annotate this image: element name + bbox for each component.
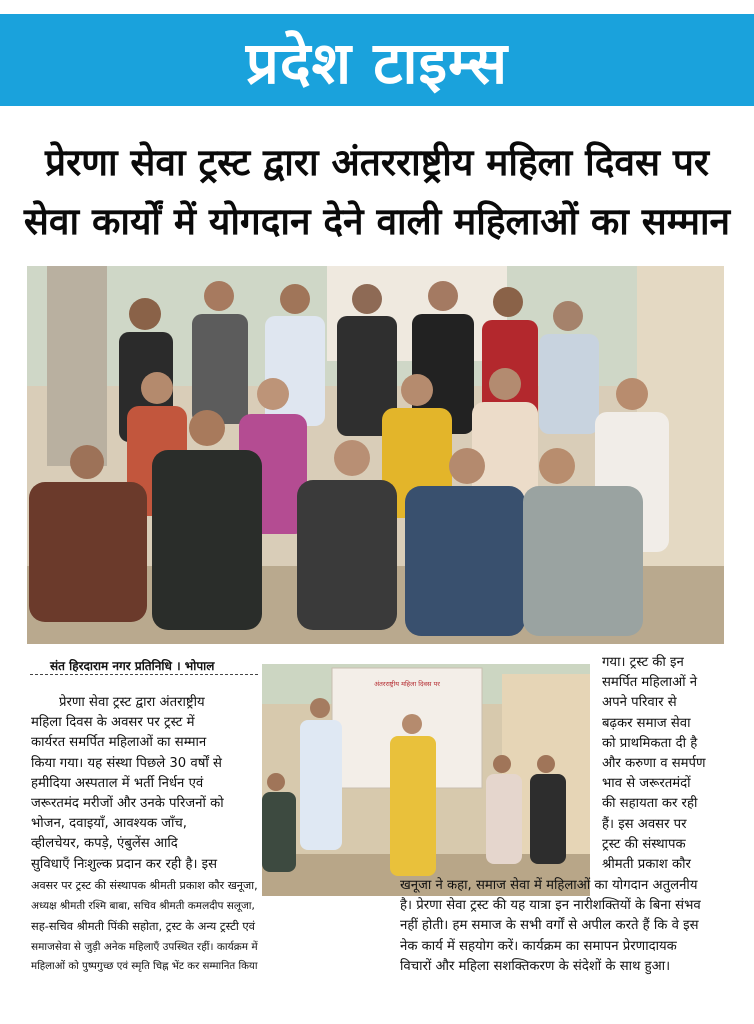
banner-text: अंतरराष्ट्रीय महिला दिवस पर bbox=[374, 680, 440, 688]
headline-line-2: सेवा कार्यों में योगदान देने वाली महिलाओं का सम्मान bbox=[23, 200, 731, 243]
text-line: है। प्रेरणा सेवा ट्रस्ट की यह यात्रा इन नारीशक्तियों के बिना संभव bbox=[400, 898, 701, 914]
text-line: अपने परिवार से bbox=[602, 695, 677, 711]
masthead bbox=[0, 14, 754, 106]
text-line: महिलाओं को पुष्पगुच्छ एवं स्मृति चिह्न भेंट कर सम्मानित किया bbox=[31, 960, 258, 972]
byline-divider bbox=[30, 674, 258, 675]
byline: संत हिरदाराम नगर प्रतिनिधि । भोपाल bbox=[50, 659, 215, 673]
award-photo bbox=[262, 664, 590, 896]
text-line: समर्पित महिलाओं ने bbox=[602, 675, 698, 691]
headline-line-1: प्रेरणा सेवा ट्रस्ट द्वारा अंतरराष्ट्रीय महिला दिवस पर bbox=[45, 141, 709, 184]
text-line: महिला दिवस के अवसर पर ट्रस्ट में bbox=[31, 715, 195, 731]
text-line: किया गया। यह संस्था पिछले 30 वर्षों से bbox=[31, 755, 222, 771]
text-line: ट्रस्ट की संस्थापक bbox=[602, 836, 686, 852]
text-line: खनूजा ने कहा, समाज सेवा में महिलाओं का योगदान अतुलनीय bbox=[400, 878, 698, 893]
article-continuation bbox=[400, 876, 724, 977]
article-column-1 bbox=[31, 693, 259, 875]
text-line: गया। ट्रस्ट की इन bbox=[602, 655, 684, 670]
text-line: नहीं होती। हम समाज के सभी वर्गों से अपील करते हैं कि वे इस bbox=[400, 918, 699, 934]
text-line: समाजसेवा से जुड़ी अनेक महिलाएँ उपस्थित रहीं। कार्यक्रम में bbox=[31, 940, 258, 953]
text-line: श्रीमती प्रकाश कौर bbox=[602, 857, 691, 873]
text-line: व्हीलचेयर, कपड़े, एंबुलेंस आदि bbox=[31, 836, 178, 852]
text-line: सुविधाएँ निःशुल्क प्रदान कर रही है। इस bbox=[31, 856, 218, 872]
text-line: नेक कार्य में सहयोग करें। कार्यक्रम का समापन प्रेरणादायक bbox=[400, 938, 677, 954]
text-line: भाव से जरूरतमंदों bbox=[602, 776, 691, 792]
masthead-title: प्रदेश टाइम्स bbox=[245, 28, 509, 97]
text-line: हमीदिया अस्पताल में भर्ती निर्धन एवं bbox=[31, 775, 204, 791]
article-column-1-wide bbox=[31, 876, 259, 977]
text-line: अवसर पर ट्रस्ट की संस्थापक श्रीमती प्रकाश कौर खनूजा, bbox=[31, 879, 258, 892]
text-line: की सहायता कर रही bbox=[602, 796, 698, 812]
text-line: को प्राथमिकता दी है bbox=[602, 735, 698, 751]
text-line: बढ़कर समाज सेवा bbox=[602, 715, 691, 731]
text-line: और करुणा व समर्पण bbox=[602, 756, 706, 772]
text-line: विचारों और महिला सशक्तिकरण के संदेशों के साथ हुआ। bbox=[400, 958, 671, 974]
text-line: सह-सचिव श्रीमती पिंकी सहोता, ट्रस्ट के अन्य ट्रस्टी एवं bbox=[31, 919, 256, 934]
text-line: अध्यक्ष श्रीमती रश्मि बाबा, सचिव श्रीमती कमलदीप सलूजा, bbox=[31, 900, 255, 913]
group-photo bbox=[27, 266, 724, 644]
text-line: जरूरतमंद मरीजों और उनके परिजनों को bbox=[31, 796, 224, 812]
text-line: प्रेरणा सेवा ट्रस्ट द्वारा अंतराष्ट्रीय bbox=[59, 695, 205, 710]
headline bbox=[20, 133, 734, 251]
article-column-2 bbox=[602, 653, 724, 875]
text-line: हैं। इस अवसर पर bbox=[602, 816, 687, 832]
text-line: भोजन, दवाइयाँ, आवश्यक जाँच, bbox=[31, 816, 187, 832]
text-line: कार्यरत समर्पित महिलाओं का सम्मान bbox=[31, 735, 207, 751]
